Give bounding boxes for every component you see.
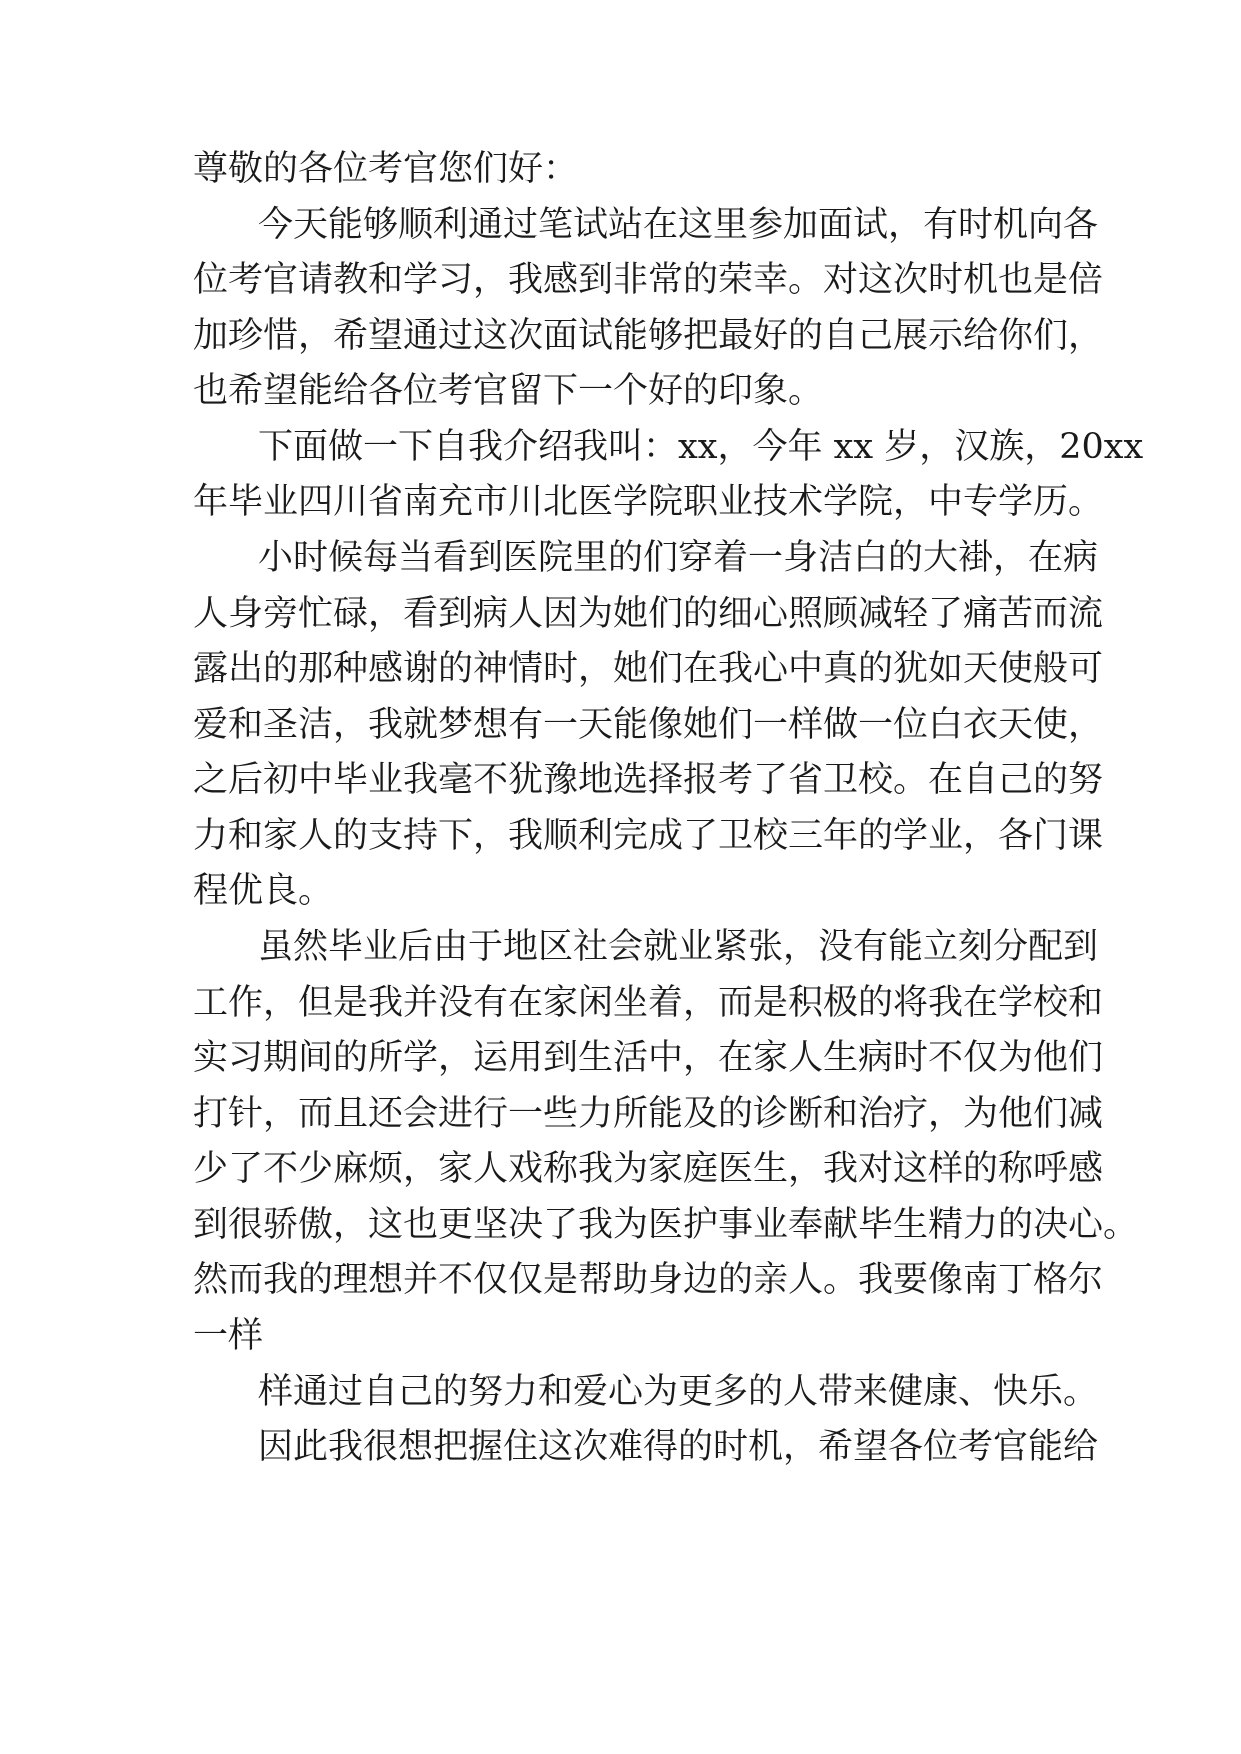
text-line: 然而我的理想并不仅仅是帮助身边的亲人。我要像南丁格尔 <box>193 1260 1104 1300</box>
text-line: 人身旁忙碌，看到病人因为她们的细心照顾减轻了痛苦而流 <box>193 594 1104 634</box>
text-line: 下面做一下自我介绍我叫：xx，今年 xx 岁，汉族，20xx <box>258 427 1144 467</box>
text-line: 实习期间的所学，运用到生活中，在家人生病时不仅为他们 <box>193 1038 1104 1078</box>
text-line: 工作，但是我并没有在家闲坐着，而是积极的将我在学校和 <box>193 983 1104 1023</box>
text-line: 程优良。 <box>193 871 334 911</box>
text-line: 打针，而且还会进行一些力所能及的诊断和治疗，为他们减 <box>193 1094 1104 1134</box>
text-line: 少了不少麻烦，家人戏称我为家庭医生，我对这样的称呼感 <box>193 1149 1104 1189</box>
text-line: 到很骄傲，这也更坚决了我为医护事业奉献毕生精力的决心。 <box>193 1205 1139 1245</box>
text-line: 年毕业四川省南充市川北医学院职业技术学院，中专学历。 <box>193 482 1104 522</box>
text-line: 今天能够顺利通过笔试站在这里参加面试，有时机向各 <box>258 205 1099 245</box>
text-line: 虽然毕业后由于地区社会就业紧张，没有能立刻分配到 <box>258 927 1099 967</box>
text-line: 也希望能给各位考官留下一个好的印象。 <box>193 371 824 411</box>
text-line: 样通过自己的努力和爱心为更多的人带来健康、快乐。 <box>258 1372 1099 1412</box>
text-line: 露出的那种感谢的神情时，她们在我心中真的犹如天使般可 <box>193 649 1104 689</box>
text-line: 之后初中毕业我毫不犹豫地选择报考了省卫校。在自己的努 <box>193 760 1104 800</box>
text-line: 力和家人的支持下，我顺利完成了卫校三年的学业，各门课 <box>193 816 1104 856</box>
text-line: 爱和圣洁，我就梦想有一天能像她们一样做一位白衣天使， <box>193 705 1104 745</box>
text-line: 因此我很想把握住这次难得的时机，希望各位考官能给 <box>258 1427 1099 1467</box>
text-line: 一样 <box>193 1316 264 1356</box>
text-line: 加珍惜，希望通过这次面试能够把最好的自己展示给你们， <box>193 316 1104 356</box>
text-line: 小时候每当看到医院里的们穿着一身洁白的大褂，在病 <box>258 538 1099 578</box>
text-line: 位考官请教和学习，我感到非常的荣幸。对这次时机也是倍 <box>193 260 1104 300</box>
text-line-greeting: 尊敬的各位考官您们好： <box>193 149 579 189</box>
